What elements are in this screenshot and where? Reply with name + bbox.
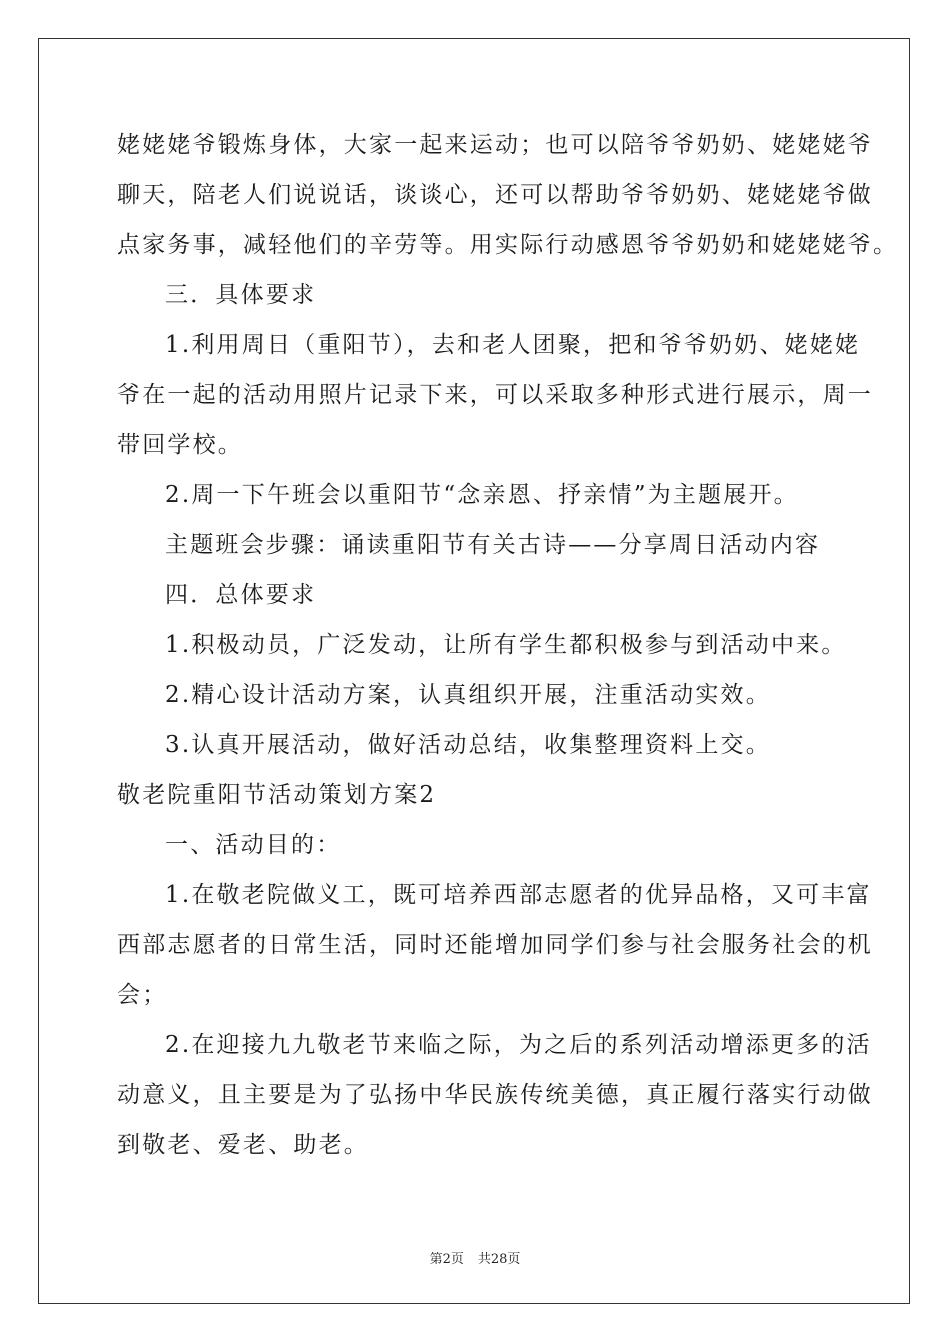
paragraph-line: 1.在敬老院做义工，既可培养西部志愿者的优异品格，又可丰富 <box>165 882 872 908</box>
paragraph-line: 动意义，且主要是为了弘扬中华民族传统美德，真正履行落实行动做 <box>117 1082 873 1108</box>
page-footer <box>0 1248 950 1267</box>
document-title: 敬老院重阳节活动策划方案2 <box>117 782 437 808</box>
paragraph-line: 西部志愿者的日常生活，同时还能增加同学们参与社会服务社会的机 <box>117 932 873 958</box>
paragraph-line: 到敬老、爱老、助老。 <box>117 1132 369 1158</box>
paragraph-line: 1.利用周日（重阳节），去和老人团聚，把和爷爷奶奶、姥姥姥 <box>165 332 861 358</box>
paragraph-line: 带回学校。 <box>117 432 243 458</box>
section-heading-overall: 四．总体要求 <box>165 582 317 608</box>
paragraph-line: 主题班会步骤：诵读重阳节有关古诗——分享周日活动内容 <box>165 532 821 558</box>
paragraph-line: 姥姥姥爷锻炼身体，大家一起来运动；也可以陪爷爷奶奶、姥姥姥爷 <box>117 132 873 158</box>
paragraph-line: 2.精心设计活动方案，认真组织开展，注重活动实效。 <box>165 682 771 708</box>
page-total: 共28页 <box>477 1252 521 1267</box>
section-heading-requirements: 三．具体要求 <box>165 282 317 308</box>
paragraph-line: 1.积极动员，广泛发动，让所有学生都积极参与到活动中来。 <box>165 632 847 658</box>
paragraph-line: 聊天，陪老人们说说话，谈谈心，还可以帮助爷爷奶奶、姥姥姥爷做 <box>117 182 873 208</box>
paragraph-line: 点家务事，减轻他们的辛劳等。用实际行动感恩爷爷奶奶和姥姥姥爷。 <box>117 232 899 258</box>
paragraph-line: 2.周一下午班会以重阳节“念亲恩、抒亲情”为主题展开。 <box>165 482 799 508</box>
paragraph-line: 爷在一起的活动用照片记录下来，可以采取多种形式进行展示，周一 <box>117 382 873 408</box>
page-border <box>38 38 910 1304</box>
section-heading-purpose: 一、活动目的： <box>165 832 342 858</box>
paragraph-line: 3.认真开展活动，做好活动总结，收集整理资料上交。 <box>165 732 771 758</box>
paragraph-line: 2.在迎接九九敬老节来临之际，为之后的系列活动增添更多的活 <box>165 1032 872 1058</box>
paragraph-line: 会； <box>117 982 168 1008</box>
page-number: 第2页 <box>429 1252 464 1267</box>
